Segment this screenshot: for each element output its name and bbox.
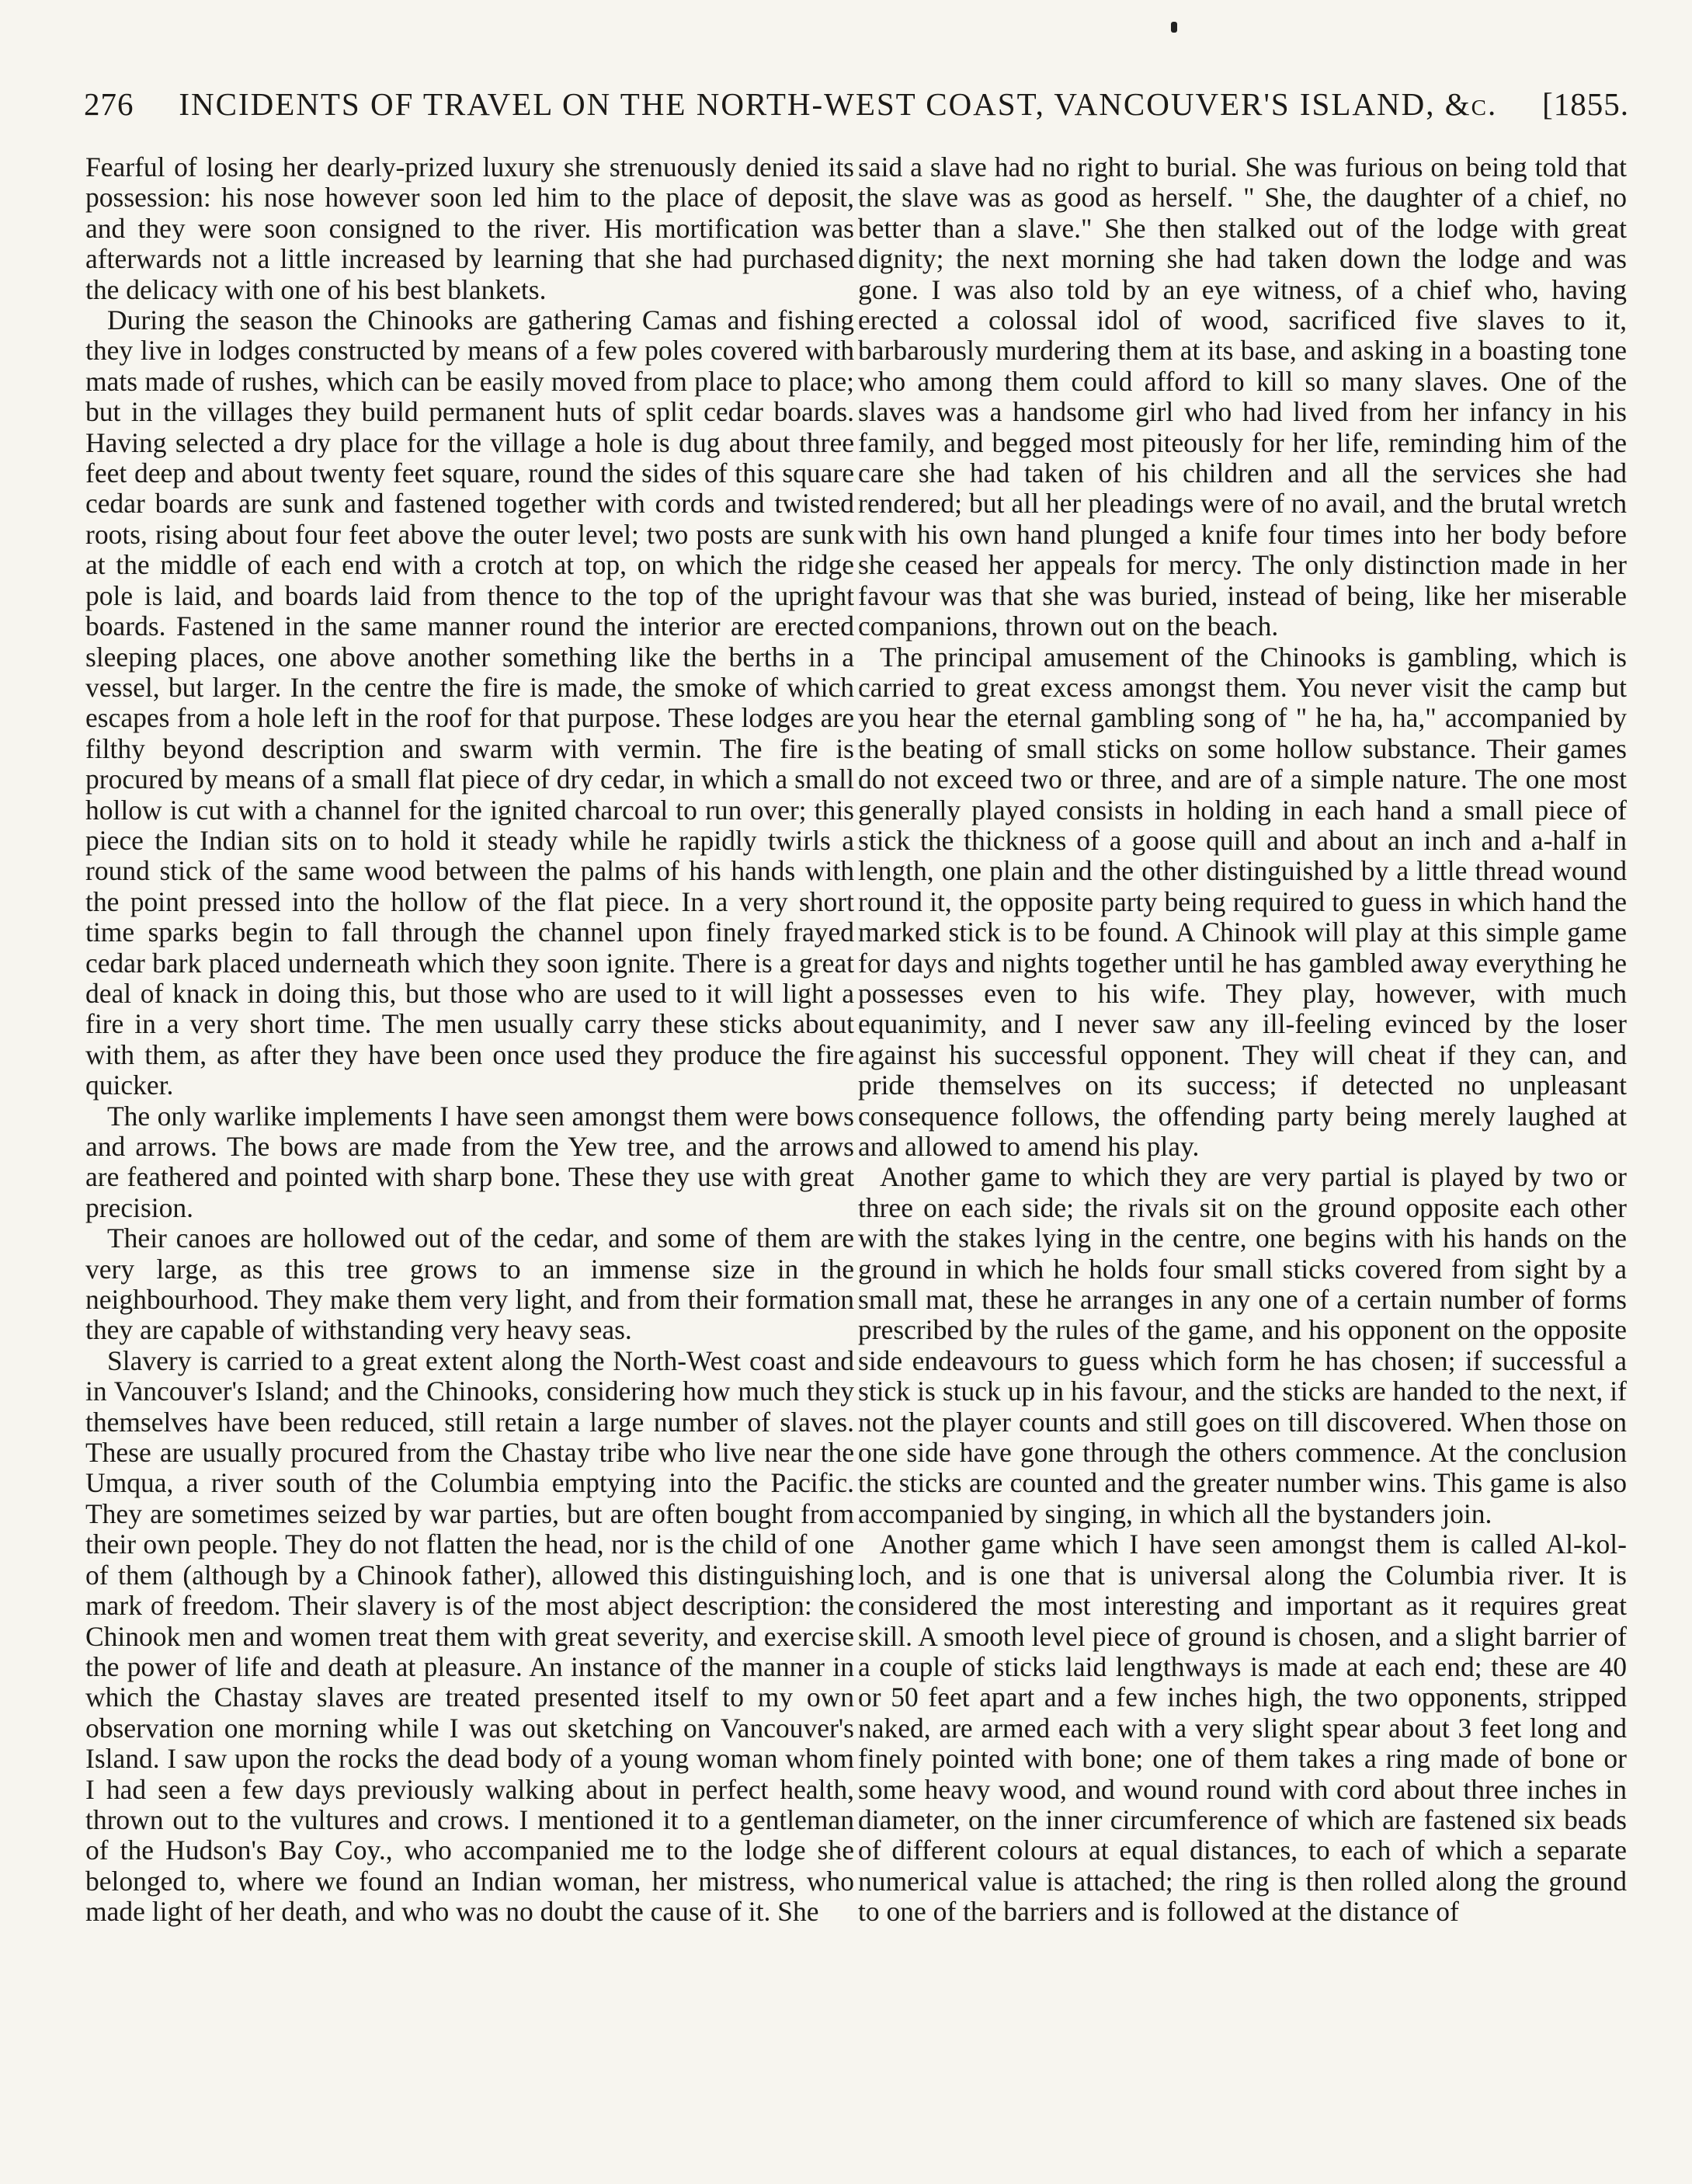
paragraph: Another game to which they are very partial is played by two or three on each side; the rivals sit on the ground opposite each other with the stakes lying in the centre, one begins with his hands on the ground in which he holds four small sticks covered from sight by a small mat, these he arranges in any one of a certain number of forms prescribed by the rules of the game, and his opponent on the opposite side endeavours to guess which form he has chosen; if successful a stick is stuck up in his favour, and the sticks are handed to the next, if not the player counts and still goes on till discovered. When those on one side have gone through the others commence. At the conclusion the sticks are counted and the greater number wins. This game is also accompanied by singing, in which all the bystanders join.: [858, 1161, 1627, 1529]
paragraph: The principal amusement of the Chinooks is gambling, which is carried to great excess amongst them. You never visit the camp but you hear the eternal gambling song of " he ha, ha," accompanied by the beating of small sticks on some hollow substance. Their games do not exceed two or three, and are of a simple nature. The one most generally played consists in holding in each hand a small piece of stick the thickness of a goose quill and about an inch and a-half in length, one plain and the other distinguished by a little thread wound round it, the opposite party being required to guess in which hand the marked stick is to be found. A Chinook will play at this simple game for days and nights together until he has gambled away everything he possesses even to his wife. They play, however, with much equanimity, and I never saw any ill-feeling evinced by the loser against his successful opponent. They will cheat if they can, and pride themselves on its success; if detected no unpleasant consequence follows, the offending party being merely laughed at and allowed to amend his play.: [858, 641, 1627, 1162]
paragraph: said a slave had no right to burial. She was furious on being told that the slave was as good as herself. " She, the daughter of a chief, no better than a slave." She then stalked out of the lodge with great dignity; the next morning she had taken down the lodge and was gone. I was also told by an eye witness, of a chief who, having erected a colossal idol of wood, sacrificed five slaves to it, barbarously murdering them at its base, and asking in a boasting tone who among them could afford to kill so many slaves. One of the slaves was a handsome girl who had lived from her infancy in his family, and begged most piteously for her life, reminding him of the care she had taken of his children and all the services she had rendered; but all her pleadings were of no avail, and the brutal wretch with his own hand plunged a knife four times into her body before she ceased her appeals for mercy. The only distinction made in her favour was that she was buried, instead of being, like her miserable companions, thrown out on the beach.: [858, 151, 1627, 642]
page-number: 276: [84, 86, 134, 122]
print-mark: [1171, 22, 1177, 33]
year-label: [1855.: [1542, 86, 1629, 122]
right-column: [858, 152, 1627, 1928]
running-header: [84, 85, 1629, 132]
left-column: [85, 152, 854, 1928]
paragraph: Their canoes are hollowed out of the cedar, and some of them are very large, as this tree grows to an immense size in the neighbourhood. They make them very light, and from their formation they are capable of withstanding very heavy seas.: [85, 1222, 854, 1346]
running-title: INCIDENTS OF TRAVEL ON THE NORTH-WEST COAST, VANCOUVER'S ISLAND, &c.: [179, 86, 1498, 122]
paragraph: During the season the Chinooks are gathering Camas and fishing they live in lodges constructed by means of a few poles covered with mats made of rushes, which can be easily moved from place to place; but in the villages they build permanent huts of split cedar boards. Having selected a dry place for the village a hole is dug about three feet deep and about twenty feet square, round the sides of this square cedar boards are sunk and fastened together with cords and twisted roots, rising about four feet above the outer level; two posts are sunk at the middle of each end with a crotch at top, on which the ridge pole is laid, and boards laid from thence to the top of the upright boards. Fastened in the same manner round the interior are erected sleeping places, one above another something like the berths in a vessel, but larger. In the centre the fire is made, the smoke of which escapes from a hole left in the roof for that purpose. These lodges are filthy beyond description and swarm with vermin. The fire is procured by means of a small flat piece of dry cedar, in which a small hollow is cut with a channel for the ignited charcoal to run over; this piece the Indian sits on to hold it steady while he rapidly twirls a round stick of the same wood between the palms of his hands with the point pressed into the hollow of the flat piece. In a very short time sparks begin to fall through the channel upon finely frayed cedar bark placed underneath which they soon ignite. There is a great deal of knack in doing this, but those who are used to it will light a fire in a very short time. The men usually carry these sticks about with them, as after they have been once used they produce the fire quicker.: [85, 304, 854, 1101]
paragraph: Fearful of losing her dearly-prized luxury she strenuously denied its possession: his nose however soon led him to the place of deposit, and they were soon consigned to the river. His mortification was afterwards not a little increased by learning that she had purchased the delicacy with one of his best blankets.: [85, 151, 854, 305]
paragraph: The only warlike implements I have seen amongst them were bows and arrows. The bows are made from the Yew tree, and the arrows are feathered and pointed with sharp bone. These they use with great precision.: [85, 1100, 854, 1223]
paragraph: Slavery is carried to a great extent along the North-West coast and in Vancouver's Island; and the Chinooks, considering how much they themselves have been reduced, still retain a large number of slaves. These are usually procured from the Chastay tribe who live near the Umqua, a river south of the Columbia emptying into the Pacific. They are sometimes seized by war parties, but are often bought from their own people. They do not flatten the head, nor is the child of one of them (although by a Chinook father), allowed this distinguishing mark of freedom. Their slavery is of the most abject description: the Chinook men and women treat them with great severity, and exercise the power of life and death at pleasure. An instance of the manner in which the Chastay slaves are treated presented itself to my own observation one morning while I was out sketching on Vancouver's Island. I saw upon the rocks the dead body of a young woman whom I had seen a few days previously walking about in perfect health, thrown out to the vultures and crows. I mentioned it to a gentleman of the Hudson's Bay Coy., who accompanied me to the lodge she belonged to, where we found an Indian woman, her mistress, who made light of her death, and who was no doubt the cause of it. She: [85, 1344, 854, 1928]
paragraph: Another game which I have seen amongst them is called Al-kol-loch, and is one that is universal along the Columbia river. It is considered the most interesting and important as it requires great skill. A smooth level piece of ground is chosen, and a slight barrier of a couple of sticks laid lengthways is made at each end; these are 40 or 50 feet apart and a few inches high, the two opponents, stripped naked, are armed each with a very slight spear about 3 feet long and finely pointed with bone; one of them takes a ring made of bone or some heavy wood, and wound round with cord about three inches in diameter, on the inner circumference of which are fastened six beads of different colours at equal distances, to each of which a separate numerical value is attached; the ring is then rolled along the ground to one of the barriers and is followed at the distance of: [858, 1528, 1627, 1928]
